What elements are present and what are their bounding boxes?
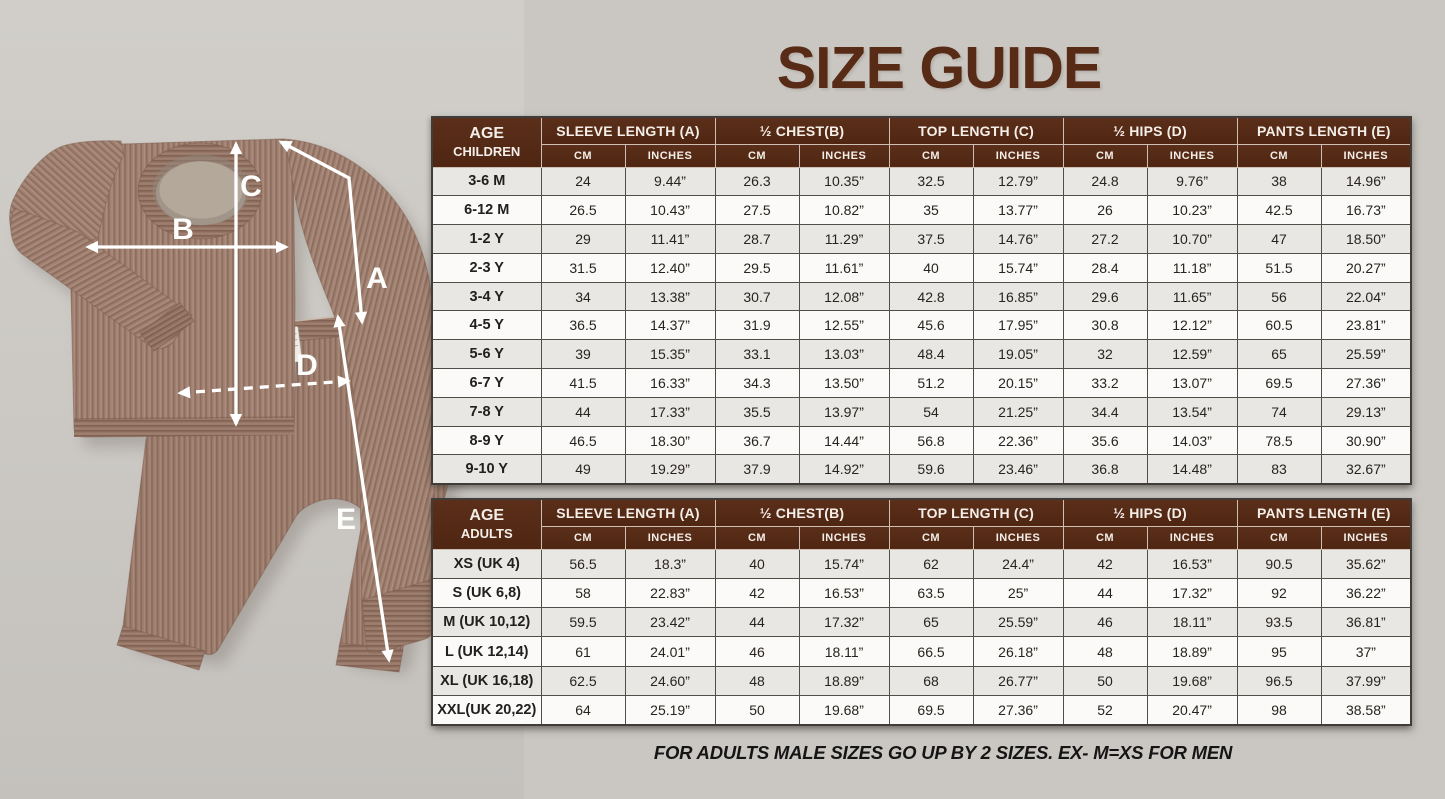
unit-header: CM bbox=[1237, 526, 1321, 549]
column-group-header: ½ CHEST(B) bbox=[715, 117, 889, 144]
measurement-cell: 46 bbox=[715, 637, 799, 666]
measurement-cell: 10.43” bbox=[625, 196, 715, 225]
size-row bbox=[432, 549, 1411, 578]
children-size-table bbox=[431, 116, 1410, 485]
measurement-cell: 11.41” bbox=[625, 225, 715, 254]
measurement-cell: 12.79” bbox=[973, 167, 1063, 196]
measurement-cell: 42.8 bbox=[889, 282, 973, 311]
unit-header: CM bbox=[1063, 144, 1147, 167]
measurement-cell: 45.6 bbox=[889, 311, 973, 340]
size-row bbox=[432, 196, 1411, 225]
age-column-header: AGE CHILDREN bbox=[432, 117, 541, 167]
measurement-cell: 14.92” bbox=[799, 455, 889, 484]
measurement-cell: 54 bbox=[889, 397, 973, 426]
size-row bbox=[432, 637, 1411, 666]
measurement-cell: 12.12” bbox=[1147, 311, 1237, 340]
age-cell: 4-5 Y bbox=[432, 311, 541, 340]
measurement-cell: 11.29” bbox=[799, 225, 889, 254]
measurement-cell: 18.30” bbox=[625, 426, 715, 455]
measurement-cell: 35.6 bbox=[1063, 426, 1147, 455]
measurement-cell: 18.50” bbox=[1321, 225, 1411, 254]
adults-table bbox=[431, 498, 1412, 726]
measurement-cell: 22.04” bbox=[1321, 282, 1411, 311]
measurement-cell: 20.27” bbox=[1321, 253, 1411, 282]
measurement-cell: 36.5 bbox=[541, 311, 625, 340]
measurement-cell: 12.40” bbox=[625, 253, 715, 282]
measurement-cell: 10.82” bbox=[799, 196, 889, 225]
measurement-cell: 39 bbox=[541, 340, 625, 369]
measurement-cell: 24.8 bbox=[1063, 167, 1147, 196]
size-row bbox=[432, 225, 1411, 254]
age-cell: XL (UK 16,18) bbox=[432, 666, 541, 695]
measurement-cell: 25.59” bbox=[973, 608, 1063, 637]
measurement-cell: 52 bbox=[1063, 695, 1147, 724]
top-hem bbox=[74, 418, 294, 437]
measurement-cell: 29.5 bbox=[715, 253, 799, 282]
age-cell: XXL(UK 20,22) bbox=[432, 695, 541, 724]
measurement-cell: 13.97” bbox=[799, 397, 889, 426]
size-row bbox=[432, 695, 1411, 724]
size-row bbox=[432, 578, 1411, 607]
measurement-cell: 11.18” bbox=[1147, 253, 1237, 282]
measurement-cell: 14.37” bbox=[625, 311, 715, 340]
measurement-cell: 33.2 bbox=[1063, 369, 1147, 398]
measurement-cell: 10.70” bbox=[1147, 225, 1237, 254]
column-group-header: ½ HIPS (D) bbox=[1063, 499, 1237, 526]
measurement-label-a: A bbox=[366, 262, 388, 295]
measurement-cell: 30.7 bbox=[715, 282, 799, 311]
measurement-cell: 21.25” bbox=[973, 397, 1063, 426]
measurement-cell: 49 bbox=[541, 455, 625, 484]
measurement-cell: 26.77” bbox=[973, 666, 1063, 695]
measurement-cell: 17.32” bbox=[1147, 578, 1237, 607]
age-cell: 7-8 Y bbox=[432, 397, 541, 426]
measurement-cell: 44 bbox=[1063, 578, 1147, 607]
measurement-cell: 51.5 bbox=[1237, 253, 1321, 282]
measurement-cell: 14.03” bbox=[1147, 426, 1237, 455]
measurement-cell: 34 bbox=[541, 282, 625, 311]
measurement-cell: 34.4 bbox=[1063, 397, 1147, 426]
size-row bbox=[432, 369, 1411, 398]
measurement-cell: 58 bbox=[541, 578, 625, 607]
measurement-cell: 25.59” bbox=[1321, 340, 1411, 369]
measurement-cell: 26.18” bbox=[973, 637, 1063, 666]
measurement-cell: 18.11” bbox=[799, 637, 889, 666]
measurement-cell: 12.08” bbox=[799, 282, 889, 311]
age-cell: XS (UK 4) bbox=[432, 549, 541, 578]
measurement-cell: 17.95” bbox=[973, 311, 1063, 340]
measurement-cell: 56.8 bbox=[889, 426, 973, 455]
measurement-cell: 26 bbox=[1063, 196, 1147, 225]
measurement-cell: 12.59” bbox=[1147, 340, 1237, 369]
unit-header: INCHES bbox=[799, 144, 889, 167]
measurement-cell: 36.7 bbox=[715, 426, 799, 455]
unit-header: CM bbox=[715, 526, 799, 549]
measurement-cell: 13.03” bbox=[799, 340, 889, 369]
size-row bbox=[432, 253, 1411, 282]
measurement-cell: 30.8 bbox=[1063, 311, 1147, 340]
measurement-cell: 22.83” bbox=[625, 578, 715, 607]
measurement-cell: 31.9 bbox=[715, 311, 799, 340]
measurement-cell: 68 bbox=[889, 666, 973, 695]
measurement-cell: 59.6 bbox=[889, 455, 973, 484]
unit-header: CM bbox=[541, 526, 625, 549]
measurement-cell: 16.85” bbox=[973, 282, 1063, 311]
unit-header: INCHES bbox=[625, 526, 715, 549]
measurement-cell: 27.36” bbox=[1321, 369, 1411, 398]
unit-header: CM bbox=[889, 526, 973, 549]
measurement-cell: 17.32” bbox=[799, 608, 889, 637]
measurement-cell: 23.46” bbox=[973, 455, 1063, 484]
age-cell: 9-10 Y bbox=[432, 455, 541, 484]
measurement-cell: 51.2 bbox=[889, 369, 973, 398]
measurement-cell: 18.89” bbox=[799, 666, 889, 695]
measurement-cell: 16.33” bbox=[625, 369, 715, 398]
measurement-cell: 42.5 bbox=[1237, 196, 1321, 225]
measurement-cell: 17.33” bbox=[625, 397, 715, 426]
column-group-header: PANTS LENGTH (E) bbox=[1237, 499, 1411, 526]
measurement-cell: 56 bbox=[1237, 282, 1321, 311]
measurement-cell: 65 bbox=[1237, 340, 1321, 369]
measurement-cell: 46.5 bbox=[541, 426, 625, 455]
size-row bbox=[432, 311, 1411, 340]
measurement-cell: 35 bbox=[889, 196, 973, 225]
column-group-header: SLEEVE LENGTH (A) bbox=[541, 117, 715, 144]
measurement-cell: 42 bbox=[715, 578, 799, 607]
measurement-cell: 13.38” bbox=[625, 282, 715, 311]
measurement-cell: 92 bbox=[1237, 578, 1321, 607]
size-row bbox=[432, 426, 1411, 455]
measurement-cell: 10.35” bbox=[799, 167, 889, 196]
column-group-header: PANTS LENGTH (E) bbox=[1237, 117, 1411, 144]
column-group-header: TOP LENGTH (C) bbox=[889, 499, 1063, 526]
measurement-cell: 69.5 bbox=[1237, 369, 1321, 398]
measurement-cell: 37.5 bbox=[889, 225, 973, 254]
measurement-cell: 15.74” bbox=[799, 549, 889, 578]
measurement-cell: 25.19” bbox=[625, 695, 715, 724]
unit-header: INCHES bbox=[625, 144, 715, 167]
measurement-cell: 27.36” bbox=[973, 695, 1063, 724]
measurement-cell: 62.5 bbox=[541, 666, 625, 695]
measurement-cell: 78.5 bbox=[1237, 426, 1321, 455]
page-title: SIZE GUIDE bbox=[776, 35, 1102, 101]
measurement-cell: 61 bbox=[541, 637, 625, 666]
measurement-cell: 27.2 bbox=[1063, 225, 1147, 254]
measurement-cell: 46 bbox=[1063, 608, 1147, 637]
unit-header: INCHES bbox=[1147, 526, 1237, 549]
measurement-cell: 64 bbox=[541, 695, 625, 724]
measurement-cell: 18.89” bbox=[1147, 637, 1237, 666]
measurement-cell: 9.44” bbox=[625, 167, 715, 196]
measurement-cell: 66.5 bbox=[889, 637, 973, 666]
age-cell: 6-7 Y bbox=[432, 369, 541, 398]
measurement-cell: 19.29” bbox=[625, 455, 715, 484]
measurement-label-b: B bbox=[172, 213, 194, 246]
measurement-cell: 18.3” bbox=[625, 549, 715, 578]
size-row bbox=[432, 608, 1411, 637]
age-cell: M (UK 10,12) bbox=[432, 608, 541, 637]
unit-header: INCHES bbox=[1147, 144, 1237, 167]
measurement-cell: 20.15” bbox=[973, 369, 1063, 398]
age-cell: L (UK 12,14) bbox=[432, 637, 541, 666]
measurement-cell: 24 bbox=[541, 167, 625, 196]
measurement-cell: 36.81” bbox=[1321, 608, 1411, 637]
measurement-label-d: D bbox=[296, 349, 318, 382]
measurement-cell: 29.6 bbox=[1063, 282, 1147, 311]
unit-header: CM bbox=[1063, 526, 1147, 549]
measurement-cell: 83 bbox=[1237, 455, 1321, 484]
measurement-cell: 24.60” bbox=[625, 666, 715, 695]
measurement-cell: 23.81” bbox=[1321, 311, 1411, 340]
measurement-cell: 11.65” bbox=[1147, 282, 1237, 311]
measurement-cell: 96.5 bbox=[1237, 666, 1321, 695]
size-row bbox=[432, 455, 1411, 484]
measurement-cell: 48.4 bbox=[889, 340, 973, 369]
measurement-cell: 14.48” bbox=[1147, 455, 1237, 484]
age-cell: S (UK 6,8) bbox=[432, 578, 541, 607]
measurement-cell: 32 bbox=[1063, 340, 1147, 369]
age-cell: 1-2 Y bbox=[432, 225, 541, 254]
measurement-label-e: E bbox=[335, 503, 357, 536]
unit-header: CM bbox=[889, 144, 973, 167]
size-row bbox=[432, 340, 1411, 369]
size-row bbox=[432, 666, 1411, 695]
unit-header: INCHES bbox=[799, 526, 889, 549]
age-cell: 6-12 M bbox=[432, 196, 541, 225]
unit-header: INCHES bbox=[973, 526, 1063, 549]
measurement-cell: 30.90” bbox=[1321, 426, 1411, 455]
measurement-cell: 35.62” bbox=[1321, 549, 1411, 578]
measurement-cell: 40 bbox=[889, 253, 973, 282]
measurement-cell: 90.5 bbox=[1237, 549, 1321, 578]
measurement-cell: 98 bbox=[1237, 695, 1321, 724]
measurement-cell: 65 bbox=[889, 608, 973, 637]
measurement-cell: 40 bbox=[715, 549, 799, 578]
measurement-cell: 48 bbox=[1063, 637, 1147, 666]
unit-header: CM bbox=[715, 144, 799, 167]
measurement-cell: 26.5 bbox=[541, 196, 625, 225]
measurement-cell: 44 bbox=[541, 397, 625, 426]
measurement-cell: 26.3 bbox=[715, 167, 799, 196]
unit-header: INCHES bbox=[1321, 526, 1411, 549]
size-row bbox=[432, 397, 1411, 426]
size-row bbox=[432, 282, 1411, 311]
measurement-cell: 37.9 bbox=[715, 455, 799, 484]
measurement-cell: 69.5 bbox=[889, 695, 973, 724]
measurement-cell: 11.61” bbox=[799, 253, 889, 282]
measurement-cell: 19.68” bbox=[1147, 666, 1237, 695]
age-cell: 3-4 Y bbox=[432, 282, 541, 311]
measurement-cell: 74 bbox=[1237, 397, 1321, 426]
measurement-cell: 19.68” bbox=[799, 695, 889, 724]
measurement-cell: 14.96” bbox=[1321, 167, 1411, 196]
measurement-cell: 9.76” bbox=[1147, 167, 1237, 196]
measurement-cell: 60.5 bbox=[1237, 311, 1321, 340]
measurement-cell: 24.01” bbox=[625, 637, 715, 666]
measurement-cell: 14.76” bbox=[973, 225, 1063, 254]
adults-size-table bbox=[431, 498, 1410, 726]
measurement-cell: 23.42” bbox=[625, 608, 715, 637]
measurement-cell: 56.5 bbox=[541, 549, 625, 578]
measurement-cell: 35.5 bbox=[715, 397, 799, 426]
measurement-cell: 18.11” bbox=[1147, 608, 1237, 637]
measurement-cell: 22.36” bbox=[973, 426, 1063, 455]
measurement-cell: 13.50” bbox=[799, 369, 889, 398]
footer-note: FOR ADULTS MALE SIZES GO UP BY 2 SIZES. EX- M=XS FOR MEN bbox=[653, 742, 1233, 763]
age-column-header: AGE ADULTS bbox=[432, 499, 541, 549]
measurement-cell: 47 bbox=[1237, 225, 1321, 254]
measurement-cell: 93.5 bbox=[1237, 608, 1321, 637]
measurement-cell: 12.55” bbox=[799, 311, 889, 340]
measurement-cell: 13.77” bbox=[973, 196, 1063, 225]
measurement-cell: 41.5 bbox=[541, 369, 625, 398]
measurement-cell: 63.5 bbox=[889, 578, 973, 607]
measurement-cell: 16.53” bbox=[1147, 549, 1237, 578]
measurement-cell: 50 bbox=[715, 695, 799, 724]
column-group-header: ½ HIPS (D) bbox=[1063, 117, 1237, 144]
measurement-cell: 28.7 bbox=[715, 225, 799, 254]
age-cell: 3-6 M bbox=[432, 167, 541, 196]
measurement-cell: 33.1 bbox=[715, 340, 799, 369]
measurement-cell: 19.05” bbox=[973, 340, 1063, 369]
measurement-cell: 20.47” bbox=[1147, 695, 1237, 724]
size-row bbox=[432, 167, 1411, 196]
measurement-cell: 62 bbox=[889, 549, 973, 578]
measurement-cell: 37” bbox=[1321, 637, 1411, 666]
measurement-cell: 44 bbox=[715, 608, 799, 637]
unit-header: INCHES bbox=[1321, 144, 1411, 167]
measurement-cell: 50 bbox=[1063, 666, 1147, 695]
column-group-header: SLEEVE LENGTH (A) bbox=[541, 499, 715, 526]
measurement-cell: 13.07” bbox=[1147, 369, 1237, 398]
column-group-header: ½ CHEST(B) bbox=[715, 499, 889, 526]
age-cell: 8-9 Y bbox=[432, 426, 541, 455]
children-table bbox=[431, 116, 1412, 485]
measurement-cell: 14.44” bbox=[799, 426, 889, 455]
measurement-cell: 37.99” bbox=[1321, 666, 1411, 695]
measurement-cell: 15.74” bbox=[973, 253, 1063, 282]
measurement-cell: 10.23” bbox=[1147, 196, 1237, 225]
measurement-cell: 95 bbox=[1237, 637, 1321, 666]
measurement-cell: 16.53” bbox=[799, 578, 889, 607]
measurement-cell: 36.22” bbox=[1321, 578, 1411, 607]
measurement-cell: 31.5 bbox=[541, 253, 625, 282]
measurement-cell: 59.5 bbox=[541, 608, 625, 637]
unit-header: CM bbox=[541, 144, 625, 167]
measurement-cell: 36.8 bbox=[1063, 455, 1147, 484]
measurement-cell: 42 bbox=[1063, 549, 1147, 578]
measurement-cell: 28.4 bbox=[1063, 253, 1147, 282]
measurement-cell: 16.73” bbox=[1321, 196, 1411, 225]
unit-header: CM bbox=[1237, 144, 1321, 167]
measurement-cell: 34.3 bbox=[715, 369, 799, 398]
measurement-cell: 15.35” bbox=[625, 340, 715, 369]
measurement-label-c: C bbox=[240, 170, 262, 203]
measurement-cell: 32.5 bbox=[889, 167, 973, 196]
column-group-header: TOP LENGTH (C) bbox=[889, 117, 1063, 144]
measurement-cell: 27.5 bbox=[715, 196, 799, 225]
measurement-cell: 38 bbox=[1237, 167, 1321, 196]
measurement-cell: 13.54” bbox=[1147, 397, 1237, 426]
measurement-cell: 29 bbox=[541, 225, 625, 254]
measurement-cell: 38.58” bbox=[1321, 695, 1411, 724]
unit-header: INCHES bbox=[973, 144, 1063, 167]
measurement-cell: 29.13” bbox=[1321, 397, 1411, 426]
measurement-cell: 24.4” bbox=[973, 549, 1063, 578]
age-cell: 5-6 Y bbox=[432, 340, 541, 369]
measurement-cell: 48 bbox=[715, 666, 799, 695]
measurement-cell: 25” bbox=[973, 578, 1063, 607]
age-cell: 2-3 Y bbox=[432, 253, 541, 282]
measurement-cell: 32.67” bbox=[1321, 455, 1411, 484]
